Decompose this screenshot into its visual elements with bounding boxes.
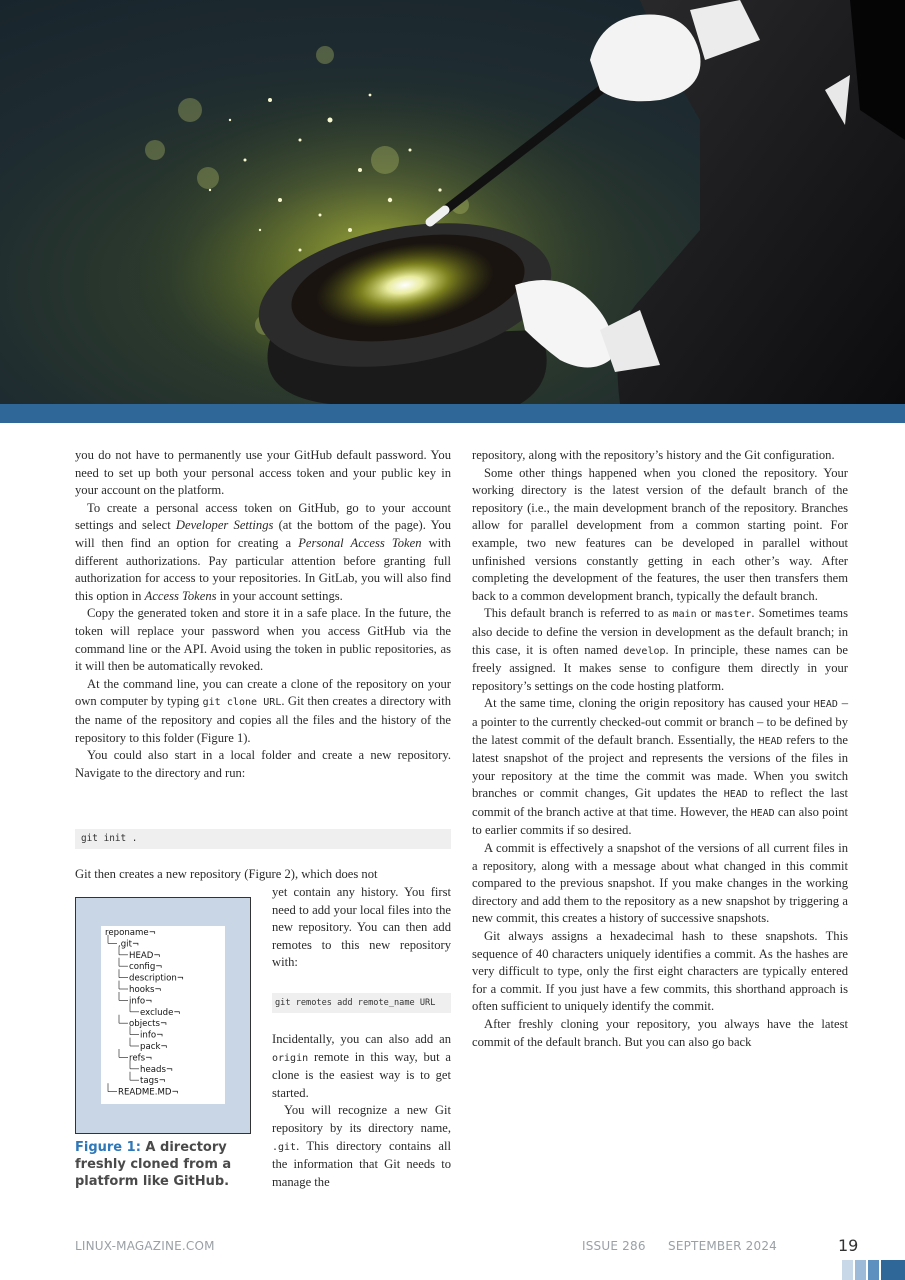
magician-illustration [0, 0, 905, 404]
paragraph: repository, along with the repository’s history and the Git configuration. [472, 448, 835, 462]
text-run: . This directory contains all the information that Git needs to manage the [272, 1138, 451, 1189]
text-run: can also point to earlier commits if so desired. [472, 804, 848, 838]
paragraph: Git always assigns a hexadecimal hash to these snapshots. This sequence of 40 characters uniquely identifies a commit. As the hashes are very difficult to type, only the first eight characters are typically entered for a commit. If you just have a few commits, this shorthand approach is often sufficient to uniquely identify the commit. [472, 929, 848, 1014]
inline-code: master [715, 609, 752, 621]
code-block-git-remotes: git remotes add remote_name URL [272, 993, 451, 1013]
inline-code: develop [623, 645, 666, 657]
stripe-2 [855, 1260, 866, 1280]
footer-site[interactable]: LINUX-MAGAZINE.COM [75, 1239, 215, 1253]
tree-entry-readmemd: README.MD¬ [118, 1087, 179, 1098]
tree-entry-hooks: hooks¬ [129, 985, 162, 995]
inline-code: .git [272, 1141, 297, 1153]
paragraph [75, 866, 451, 884]
paragraph: After freshly cloning your repository, you always have the latest commit of the default branch. But you can also go back [472, 1017, 848, 1049]
section-color-bar [0, 404, 905, 423]
text-run: – a pointer to the currently checked-out commit or branch – to be defined by the latest commit of the default branch. Essentially, the [472, 696, 849, 747]
narrow-column-continued [272, 1031, 451, 1191]
code-block-git-init: git init . [75, 829, 451, 849]
directory-tree [101, 926, 225, 1104]
text-run: (at the bottom of the page). You will then find an option for creating a [75, 518, 451, 550]
paragraph: you do not have to permanently use your GitHub default password. You need to set up both your personal access token and your public key in your account on the platform. [75, 448, 451, 498]
text-run: To create a personal access token on GitHub, go to your account settings and select [75, 500, 451, 533]
directory-tree-diagram [101, 926, 225, 1104]
inline-code: HEAD [750, 807, 775, 819]
stripe-1 [842, 1260, 853, 1280]
paragraph [75, 500, 451, 606]
page-number: 19 [838, 1236, 859, 1255]
figure-caption-text: A directory freshly cloned from a platform like GitHub. [75, 1140, 232, 1189]
tree-entry-info: info¬ [129, 996, 153, 1007]
paragraph [472, 605, 848, 695]
text-run: This default branch is referred to as [484, 606, 673, 621]
tree-entry-info: info¬ [140, 1030, 164, 1041]
tree-entry-reponame: reponame¬ [105, 928, 156, 938]
paragraph: Some other things happened when you cloned the repository. Your working directory is the latest version of the default branch of the repository (i.e., the main development branch of the repository. Branches allow for parallel development from a common starting point. For example, two new features can be developed in parallel without unfinished versions constantly getting in each other’s way. After completing the development of the features, the user then transfers them back to a common development branch, typically the default branch. [472, 465, 848, 603]
tree-entry-heads: heads¬ [140, 1064, 174, 1075]
text-run: . Git then creates a directory with the name of the repository and copies all the files and the history of the repository to this folder (Figure 1). [75, 694, 451, 745]
tree-entry-refs: refs¬ [129, 1053, 153, 1064]
inline-code: HEAD [813, 699, 838, 711]
paragraph: Copy the generated token and store it in a safe place. In the future, the token will replace your password when you access GitHub via the command line or the API. Avoid using the token in public repositories, as it will then be automatically revoked. [75, 606, 451, 674]
paragraph: A commit is effectively a snapshot of the versions of all current files in a repository, along with a message about what changed in this commit compared to the previous snapshot. If you make changes in the working directory and add them to the repository as a new snapshot by triggering a new commit, this creates a history of successive snapshots. [472, 841, 848, 926]
figure-label: Figure 1: [75, 1140, 141, 1155]
stripe-4 [881, 1260, 905, 1280]
paragraph: You could also start in a local folder and create a new repository. Navigate to the directory and run: [75, 748, 451, 780]
paragraph: yet contain any history. You first need to add your local files into the new repository. You can then add remotes to this new repository with: [272, 885, 451, 970]
tree-entry-head: HEAD¬ [129, 950, 161, 961]
text-run: At the command line, you can create a clone of the repository on your own computer by typing [75, 676, 451, 709]
paragraph [472, 695, 848, 840]
text-run: refers to the latest snapshot of the project and represents the versions of the files in your repository at the time the commit was made. When you switch branches or commit changes, Git updates the [472, 732, 848, 801]
paragraph [272, 1031, 451, 1102]
text-run: or [696, 606, 716, 621]
text-run: Access Tokens [144, 588, 217, 603]
stripe-3 [868, 1260, 879, 1280]
right-column [472, 447, 848, 1051]
text-run: At the same time, cloning the origin repository has caused your [484, 696, 814, 711]
tree-entry-exclude: exclude¬ [140, 1007, 181, 1018]
footer-issue: ISSUE 286 [582, 1239, 646, 1253]
text-run: . Sometimes teams also decide to define the version in development as the default branch; in this case, it is often named [472, 606, 849, 657]
inline-code: HEAD [758, 735, 783, 747]
text-run: to reflect the last commit of the branch active at that time. However, the [472, 786, 848, 819]
text-run: Incidentally, you can also add an [272, 1032, 451, 1046]
text-run: Git then creates a new repository (Figure 2), which does not [75, 867, 378, 881]
left-column [75, 447, 451, 782]
tree-entry-config: config¬ [129, 962, 163, 973]
paragraph [75, 676, 451, 747]
hero-image [0, 0, 905, 404]
footer-date: SEPTEMBER 2024 [668, 1239, 778, 1253]
text-run: Personal Access Token [298, 535, 422, 550]
inline-code: origin [272, 1052, 309, 1064]
text-run: Developer Settings [175, 518, 274, 533]
figure-1 [75, 897, 251, 1134]
tree-entry-objects: objects¬ [129, 1019, 168, 1030]
figure-caption [75, 1139, 251, 1190]
paragraph [272, 1102, 451, 1191]
inline-code: git clone URL [202, 697, 282, 709]
text-run: in your account settings. [216, 588, 343, 603]
text-run: remote in this way, but a clone is the easiest way is to get started. [272, 1049, 451, 1100]
text-run: . In principle, these names can be freely assigned. It makes sense to configure them directly in your repository’s settings on the code hosting platform. [472, 642, 848, 693]
text-run: with different authorizations. Pay particular attention before granting full authorization for access to your repositories. In GitLab, you will also find this option in [75, 535, 451, 603]
tree-entry-tags: tags¬ [140, 1076, 166, 1087]
inline-code: main [672, 609, 697, 621]
text-run: You will recognize a new Git repository by its directory name, [272, 1103, 451, 1135]
narrow-column [272, 884, 451, 972]
inline-code: HEAD [723, 789, 748, 801]
tree-entry-pack: pack¬ [140, 1042, 168, 1052]
tree-entry-description: description¬ [129, 973, 184, 984]
tree-entry-git: .git¬ [118, 939, 140, 950]
